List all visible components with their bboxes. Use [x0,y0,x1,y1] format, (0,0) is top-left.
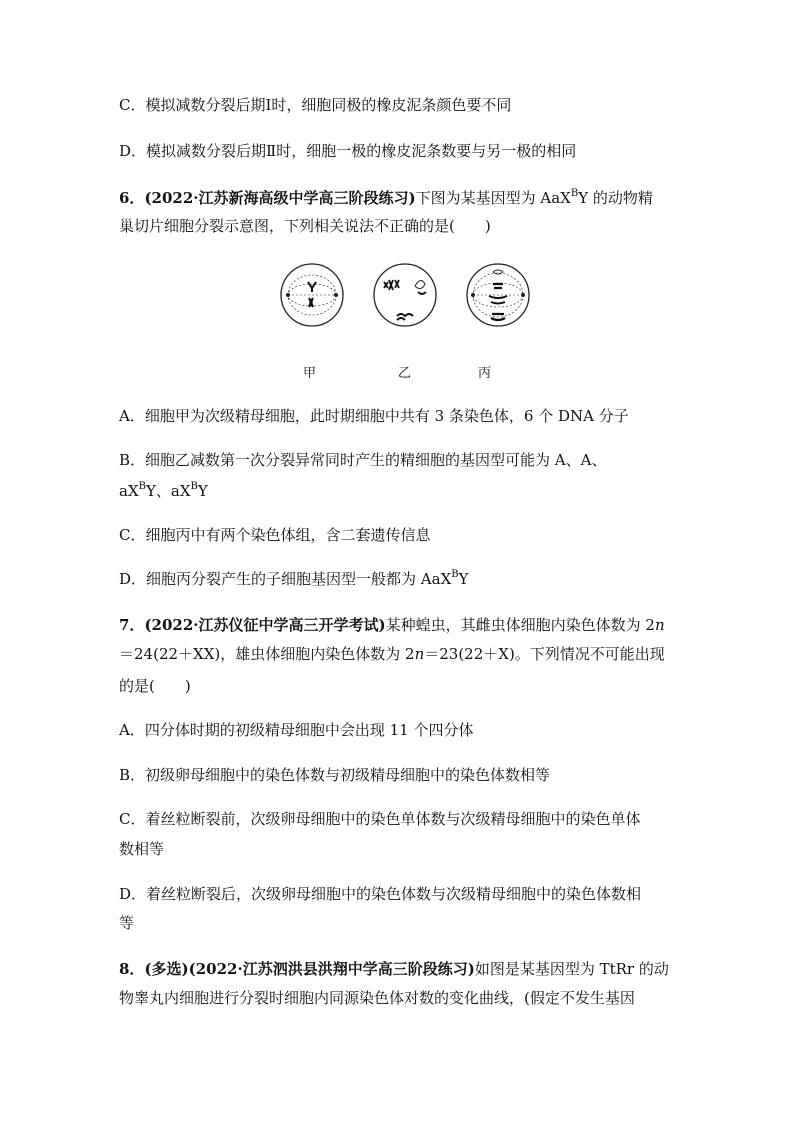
q8-source: (2022·江苏泗洪县洪翔中学高三阶段练习) [188,960,475,978]
q6-stem-text-end: Y 的动物精 [578,189,653,207]
q7-option-d-line2: 等 [119,914,135,932]
q6-option-c: C．细胞丙中有两个染色体组，含二套遗传信息 [119,526,431,544]
q7-option-b: B．初级卵母细胞中的染色体数与初级精母细胞中的染色体数相等 [119,766,551,784]
q7-option-d-line1: D．着丝粒断裂后，次级卵母细胞中的染色体数与次级精母细胞中的染色体数相 [119,885,642,903]
q7-stem-line1 [119,614,665,636]
q6-d-text2: Y [458,570,469,588]
q6-option-a: A．细胞甲为次级精母细胞，此时期细胞中共有 3 条染色体，6 个 DNA 分子 [119,407,629,425]
q7-stem-line2 [119,643,665,665]
q6-number: 6． [119,189,145,207]
q6-b-text3: Y [197,482,208,500]
q7-stem2-text1: ＝24(22＋XX)，雄虫体细胞内染色体数为 2 [119,645,415,663]
q6-stem-line2: 巢切片细胞分裂示意图，下列相关说法不正确的是( ) [119,217,491,235]
q6-source: (2022·江苏新海高级中学高三阶段练习) [144,189,416,207]
q6-stem-text: 下图为某基因型为 AaX [415,189,571,207]
cell-division-figure [275,258,535,333]
q5-option-d: D．模拟减数分裂后期Ⅱ时，细胞一极的橡皮泥条数要与另一极的相同 [119,142,577,160]
cell-jia [281,264,343,326]
q6-d-sup: B [451,569,459,580]
cell-label-jia: 甲 [303,366,317,381]
q8-stem-line1 [119,958,669,980]
q7-stem-n: n [654,616,665,634]
q6-option-b-line2 [119,480,208,502]
q6-b-sup2: B [190,481,198,492]
cell-label-yi: 乙 [398,366,412,381]
cell-yi [374,264,436,326]
q7-option-a: A．四分体时期的初级精母细胞中会出现 11 个四分体 [119,721,474,739]
q8-stem-line2: 物睾丸内细胞进行分裂时细胞内同源染色体对数的变化曲线，(假定不发生基因 [119,989,635,1007]
q8-stem-text: 如图是某基因型为 TtRr 的动 [474,960,669,978]
q6-b-sup1: B [138,481,146,492]
q6-option-d [119,568,469,590]
q6-d-text1: D．细胞丙分裂产生的子细胞基因型一般都为 AaX [119,570,452,588]
q7-source: (2022·江苏仪征中学高三开学考试) [144,616,386,634]
q7-stem2-text2: ＝23(22＋X)。下列情况不可能出现 [424,645,665,663]
q5-option-c: C．模拟减数分裂后期Ⅰ时，细胞同极的橡皮泥条颜色要不同 [119,96,512,114]
q6-stem-line1 [119,187,653,209]
q6-stem-sup: B [570,188,579,199]
q7-number: 7． [119,616,145,634]
q6-b-text1: aX [119,482,139,500]
q7-stem2-n: n [414,645,425,663]
q7-stem-line3: 的是( ) [119,677,191,695]
q8-number: 8． [119,960,145,978]
cell-label-bing: 丙 [478,366,492,381]
q6-b-text2: Y、aX [145,482,191,500]
q6-option-b-line1: B．细胞乙减数第一次分裂异常同时产生的精细胞的基因型可能为 A、A、 [119,451,607,469]
q7-stem-text: 某种蝗虫，其雌虫体细胞内染色体数为 2 [385,616,655,634]
cell-bing [467,264,529,326]
q8-tag: (多选) [144,960,189,978]
q7-option-c-line2: 数相等 [119,840,165,858]
q7-option-c-line1: C．着丝粒断裂前，次级卵母细胞中的染色单体数与次级精母细胞中的染色单体 [119,810,641,828]
